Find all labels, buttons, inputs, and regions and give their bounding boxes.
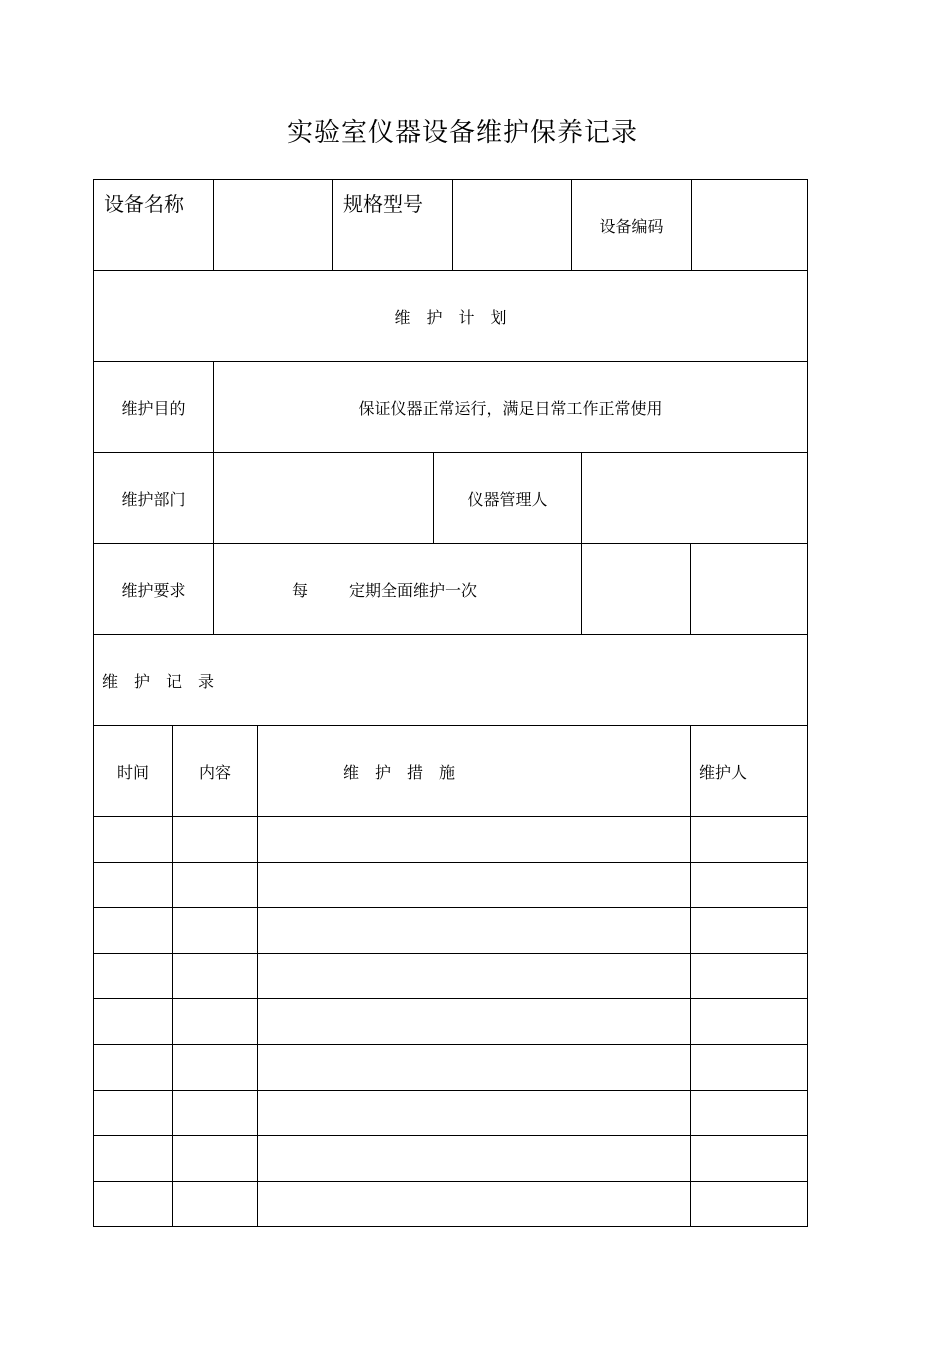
record-measures-cell[interactable] xyxy=(257,1181,691,1227)
record-measures-cell[interactable] xyxy=(257,1135,691,1182)
record-content-cell[interactable] xyxy=(172,816,258,863)
maintenance-form xyxy=(93,179,808,1227)
col-measures-header-cell xyxy=(257,725,691,817)
equipment-code-value[interactable] xyxy=(691,179,808,271)
record-time-cell[interactable] xyxy=(93,953,173,999)
record-maintainer-cell[interactable] xyxy=(690,907,808,954)
requirement-value: 定期全面维护一次 xyxy=(349,580,478,600)
col-content-header: 内容 xyxy=(172,725,258,817)
record-content-cell[interactable] xyxy=(172,862,258,908)
record-time-cell[interactable] xyxy=(93,1181,173,1227)
record-measures-cell[interactable] xyxy=(257,998,691,1045)
record-content-cell[interactable] xyxy=(172,1044,258,1091)
record-maintainer-cell[interactable] xyxy=(690,998,808,1045)
requirement-label: 维护要求 xyxy=(93,543,214,635)
record-maintainer-cell[interactable] xyxy=(690,862,808,908)
record-measures-cell[interactable] xyxy=(257,816,691,863)
document-title: 实验室仪器设备维护保养记录 xyxy=(286,118,638,148)
record-content-cell[interactable] xyxy=(172,998,258,1045)
record-time-cell[interactable] xyxy=(93,907,173,954)
record-time-cell[interactable] xyxy=(93,1135,173,1182)
record-maintainer-cell[interactable] xyxy=(690,1090,808,1136)
record-time-cell[interactable] xyxy=(93,998,173,1045)
spec-model-label: 规格型号 xyxy=(332,179,453,271)
requirement-value-cell xyxy=(213,543,582,635)
record-maintainer-cell[interactable] xyxy=(690,1044,808,1091)
record-maintainer-cell[interactable] xyxy=(690,816,808,863)
maintenance-plan-header: 维 护 计 划 xyxy=(93,270,808,362)
record-time-cell[interactable] xyxy=(93,862,173,908)
equipment-name-label: 设备名称 xyxy=(93,179,214,271)
record-time-cell[interactable] xyxy=(93,816,173,863)
department-label: 维护部门 xyxy=(93,452,214,544)
maintenance-record-header: 维 护 记 录 xyxy=(93,634,808,726)
requirement-every: 每 xyxy=(292,580,309,600)
col-maintainer-header: 维护人 xyxy=(690,725,808,817)
record-measures-cell[interactable] xyxy=(257,1044,691,1091)
equipment-name-value[interactable] xyxy=(213,179,333,271)
record-maintainer-cell[interactable] xyxy=(690,1135,808,1182)
record-content-cell[interactable] xyxy=(172,1135,258,1182)
equipment-code-label: 设备编码 xyxy=(571,179,692,271)
manager-label: 仪器管理人 xyxy=(433,452,582,544)
department-value[interactable] xyxy=(213,452,434,544)
requirement-extra-2[interactable] xyxy=(690,543,808,635)
record-content-cell[interactable] xyxy=(172,907,258,954)
record-time-cell[interactable] xyxy=(93,1090,173,1136)
record-content-cell[interactable] xyxy=(172,1181,258,1227)
record-measures-cell[interactable] xyxy=(257,862,691,908)
spec-model-value[interactable] xyxy=(452,179,572,271)
record-maintainer-cell[interactable] xyxy=(690,1181,808,1227)
record-measures-cell[interactable] xyxy=(257,953,691,999)
col-time-header: 时间 xyxy=(93,725,173,817)
purpose-label: 维护目的 xyxy=(93,361,214,453)
record-time-cell[interactable] xyxy=(93,1044,173,1091)
record-content-cell[interactable] xyxy=(172,1090,258,1136)
purpose-value: 保证仪器正常运行，满足日常工作正常使用 xyxy=(213,361,808,453)
record-measures-cell[interactable] xyxy=(257,1090,691,1136)
record-measures-cell[interactable] xyxy=(257,907,691,954)
col-measures-header: 维 护 措 施 xyxy=(343,762,456,782)
manager-value[interactable] xyxy=(581,452,808,544)
record-content-cell[interactable] xyxy=(172,953,258,999)
requirement-extra-1[interactable] xyxy=(581,543,691,635)
record-maintainer-cell[interactable] xyxy=(690,953,808,999)
